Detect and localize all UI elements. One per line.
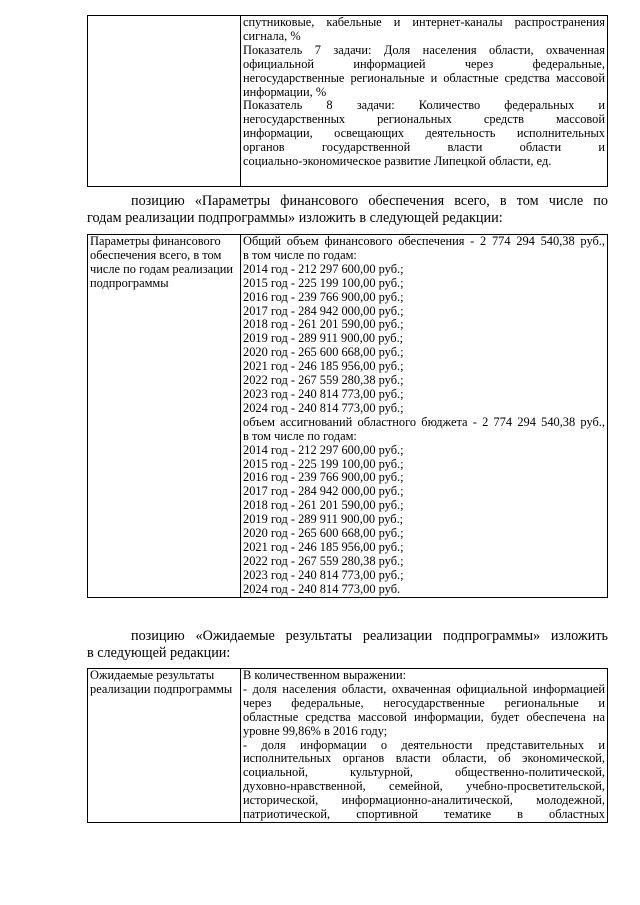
text-line: 2024 год - 240 814 773,00 руб.;: [243, 400, 404, 415]
table-cell-empty: [88, 16, 241, 187]
paragraph-line: годам реализации подпрограммы» изложить в следующей редакции:: [87, 210, 503, 226]
text-line: информации, %: [243, 84, 327, 99]
text-line: 2014 год - 212 297 600,00 руб.;: [243, 442, 404, 457]
text-line: 2022 год - 267 559 280,38 руб.;: [243, 373, 404, 388]
text-line: 2014 год - 212 297 600,00 руб.;: [243, 261, 404, 276]
text-line: 2015 год - 225 199 100,00 руб.;: [243, 456, 404, 471]
table-cell-parameter-name: [88, 669, 241, 823]
text-line: Показатель 7 задачи: Доля населения области, охваченная: [243, 42, 605, 57]
text-line: - доля населения области, охваченная официальной информацией: [243, 681, 605, 696]
text-line: Ожидаемые результаты: [90, 668, 215, 682]
text-line: реализации подпрограммы: [90, 681, 233, 696]
table-row: [88, 16, 608, 187]
text-line: 2016 год - 239 766 900,00 руб.;: [243, 470, 404, 485]
text-line: социально-экономическое развитие Липецкой области, ед.: [243, 154, 552, 169]
text-line: областные средства массовой информации, будет обеспечена на: [243, 709, 605, 724]
text-line: духовно-нравственной, семейной, учебно-просветительской,: [243, 779, 605, 794]
text-line: 2019 год - 289 911 900,00 руб.;: [243, 331, 404, 346]
text-line: 2018 год - 261 201 590,00 руб.;: [243, 498, 404, 513]
indicators-table-continuation: [87, 15, 608, 187]
text-line: подпрограммы: [90, 275, 169, 290]
text-line: 2023 год - 240 814 773,00 руб.;: [243, 567, 404, 582]
text-line: информации, освещающих деятельность исполнительных: [243, 126, 605, 141]
text-line: обеспечения всего, в том: [90, 247, 222, 262]
text-line: негосударственных региональных средств массовой: [243, 112, 605, 127]
text-line: уровне 99,86% в 2016 году;: [243, 723, 388, 738]
table-row: [88, 235, 608, 598]
text-line: - доля информации о деятельности представительных и: [243, 737, 605, 752]
paragraph-financing-intro: [87, 193, 608, 227]
text-line: 2021 год - 246 185 956,00 руб.;: [243, 359, 404, 374]
table-cell-parameter-name: [88, 235, 241, 598]
text-line: Показатель 8 задачи: Количество федеральных и: [243, 98, 605, 113]
text-line: 2024 год - 240 814 773,00 руб.: [243, 581, 401, 596]
text-line: 2020 год - 265 600 668,00 руб.;: [243, 526, 404, 541]
text-line: Параметры финансового: [90, 234, 221, 248]
text-line: 2016 год - 239 766 900,00 руб.;: [243, 289, 404, 304]
text-line: социальной, культурной, общественно-политической,: [243, 765, 605, 780]
paragraph-first-line: позицию «Ожидаемые результаты реализации подпрограммы» изложить: [131, 628, 608, 644]
paragraph-line: в следующей редакции:: [87, 645, 231, 661]
text-line: патриотической, спортивной тематике в областных: [243, 807, 605, 822]
text-line: официальной информацией через федеральные,: [243, 56, 605, 71]
expected-results-table: [87, 668, 608, 823]
text-line: органов государственной власти области и: [243, 140, 605, 155]
text-line: 2018 год - 261 201 590,00 руб.;: [243, 317, 404, 332]
text-line: через федеральные, негосударственные региональные и: [243, 695, 605, 710]
text-line: 2022 год - 267 559 280,38 руб.;: [243, 553, 404, 568]
text-line: в том числе по годам:: [243, 247, 357, 262]
text-line: 2023 год - 240 814 773,00 руб.;: [243, 386, 404, 401]
text-line: В количественном выражении:: [243, 668, 407, 682]
text-line: числе по годам реализации: [90, 261, 233, 276]
text-line: Общий объем финансового обеспечения - 2 774 294 540,38 руб.,: [243, 234, 605, 248]
text-line: исполнительных органов власти области, об экономической,: [243, 751, 605, 766]
text-line: спутниковые, кабельные и интернет-каналы распространения: [243, 15, 605, 29]
table-row: [88, 669, 608, 823]
text-line: негосударственные региональные и областные средства массовой: [243, 70, 605, 85]
text-line: 2021 год - 246 185 956,00 руб.;: [243, 539, 404, 554]
text-line: 2017 год - 284 942 000,00 руб.;: [243, 484, 404, 499]
text-line: объем ассигнований областного бюджета - 2 774 294 540,38 руб.,: [243, 414, 605, 429]
table-cell-expected-results: [241, 669, 608, 823]
text-line: в том числе по годам:: [243, 428, 357, 443]
text-line: 2017 год - 284 942 000,00 руб.;: [243, 303, 404, 318]
table-cell-indicators: [241, 16, 608, 187]
text-line: 2020 год - 265 600 668,00 руб.;: [243, 345, 404, 360]
text-line: исторической, информационно-аналитической, молодежной,: [243, 793, 605, 808]
paragraph-results-intro: [87, 628, 608, 662]
text-line: 2015 год - 225 199 100,00 руб.;: [243, 275, 404, 290]
text-line: сигнала, %: [243, 28, 301, 43]
text-line: 2019 год - 289 911 900,00 руб.;: [243, 512, 404, 527]
paragraph-first-line: позицию «Параметры финансового обеспечения всего, в том числе по: [131, 193, 608, 209]
table-cell-financing-values: [241, 235, 608, 598]
financing-table: [87, 234, 608, 598]
